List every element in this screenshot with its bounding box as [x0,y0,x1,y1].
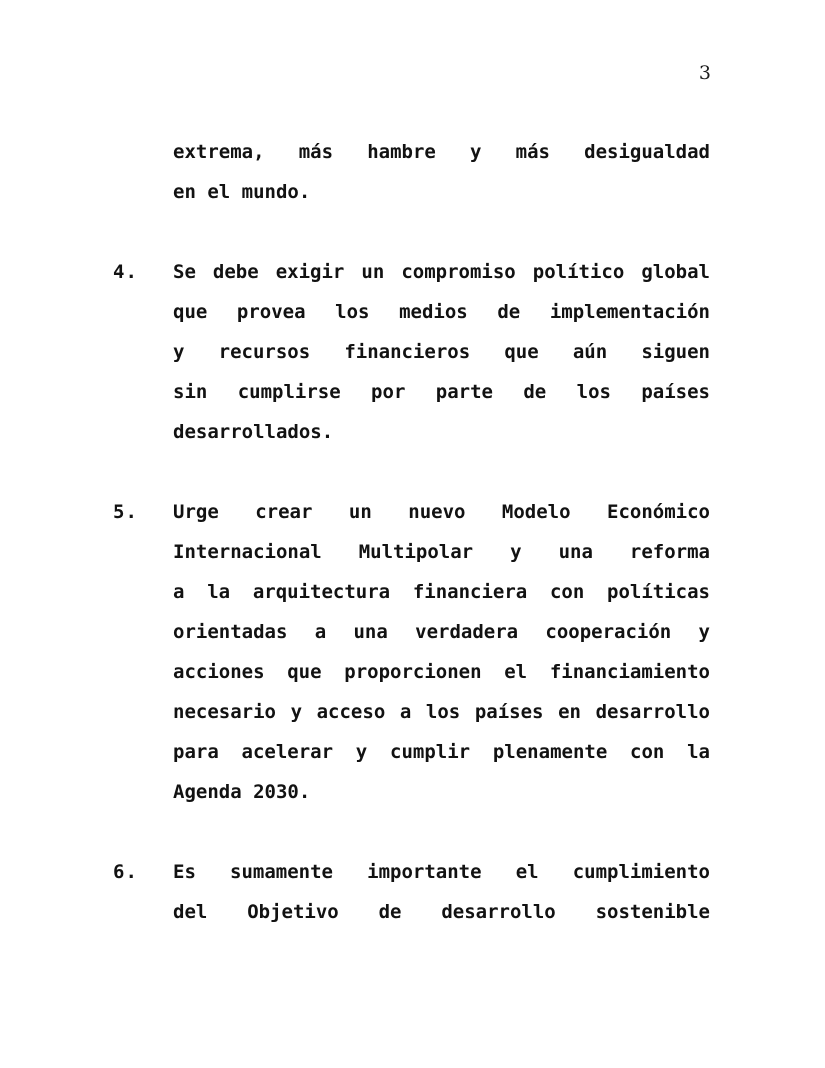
paragraph-number: 5. [113,501,138,523]
paragraph-number: 4. [113,261,138,283]
text-line: Se debe exigir un compromiso político global [173,261,710,283]
text-line: y recursos financieros que aún siguen [173,341,710,363]
text-line: sin cumplirse por parte de los países [173,381,710,403]
paragraph-number: 6. [113,861,138,883]
text-line: orientadas a una verdadera cooperación y [173,621,710,643]
paragraph [113,132,710,212]
paragraph-lines [173,492,710,812]
paragraph-lines [173,132,710,212]
text-line: Es sumamente importante el cumplimiento [173,861,710,883]
page-number: 3 [698,62,711,84]
paragraph [113,852,710,932]
text-line: del Objetivo de desarrollo sostenible [173,901,710,923]
text-line: necesario y acceso a los países en desarrollo [173,701,710,723]
text-line: que provea los medios de implementación [173,301,710,323]
paragraph-list [113,132,710,932]
paragraph-lines [173,852,710,932]
paragraph [113,252,710,452]
paragraph [113,492,710,812]
paragraph-lines [173,252,710,452]
text-line: desarrollados. [173,421,334,443]
text-line: en el mundo. [173,181,311,203]
text-line: para acelerar y cumplir plenamente con la [173,741,710,763]
text-line: Urge crear un nuevo Modelo Económico [173,501,710,523]
text-line: Agenda 2030. [173,781,311,803]
text-line: extrema, más hambre y más desigualdad [173,141,710,163]
text-line: Internacional Multipolar y una reforma [173,541,710,563]
text-line: acciones que proporcionen el financiamiento [173,661,710,683]
text-line: a la arquitectura financiera con políticas [173,581,710,603]
